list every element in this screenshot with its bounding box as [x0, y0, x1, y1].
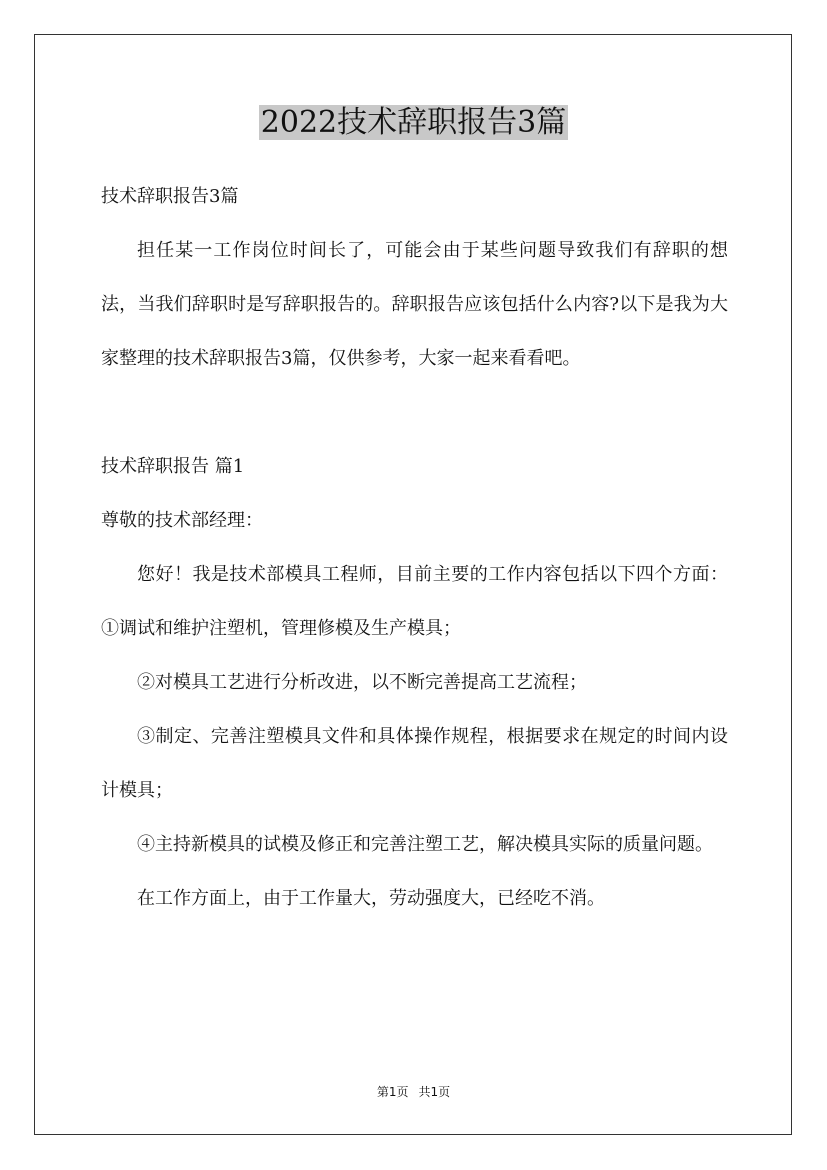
- intro-paragraph: 担任某一工作岗位时间长了，可能会由于某些问题导致我们有辞职的想法，当我们辞职时是写辞职报告的。辞职报告应该包括什么内容?以下是我为大家整理的技术辞职报告3篇，仅供参考，大家一起来看看吧。: [101, 240, 728, 369]
- section-heading: 技术辞职报告 篇1: [101, 456, 245, 477]
- document-title: [0, 103, 827, 143]
- body-paragraph: 在工作方面上，由于工作量大，劳动强度大，已经吃不消。: [137, 888, 605, 909]
- page-footer: [0, 1083, 827, 1101]
- salutation: 尊敬的技术部经理：: [101, 510, 263, 531]
- document-subtitle: 技术辞职报告3篇: [101, 186, 239, 207]
- body-paragraph: ④主持新模具的试模及修正和完善注塑工艺，解决模具实际的质量问题。: [137, 834, 713, 855]
- document-body: [101, 170, 728, 926]
- page-number: 第1页: [376, 1085, 409, 1099]
- body-paragraph: ②对模具工艺进行分析改进，以不断完善提高工艺流程；: [137, 672, 587, 693]
- body-paragraph: 您好！我是技术部模具工程师，目前主要的工作内容包括以下四个方面：①调试和维护注塑机，管理修模及生产模具；: [101, 564, 728, 639]
- page-total: 共1页: [418, 1085, 451, 1099]
- paragraph-gap: [101, 386, 728, 440]
- document-title-text: 2022技术辞职报告3篇: [260, 105, 567, 140]
- body-paragraph: ③制定、完善注塑模具文件和具体操作规程，根据要求在规定的时间内设计模具；: [101, 726, 728, 801]
